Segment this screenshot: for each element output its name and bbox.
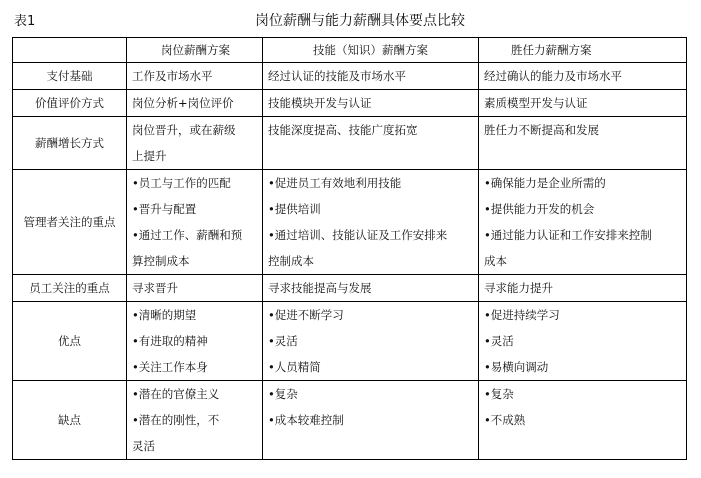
table-title: 岗位薪酬与能力薪酬具体要点比较 <box>255 13 465 29</box>
table-row <box>13 63 687 90</box>
cell-line: 岗位分析+岗位评价 <box>132 96 234 110</box>
comparison-table <box>12 37 687 460</box>
cell-line: •通过工作、薪酬和预 <box>132 228 243 242</box>
cell-line: 技能模块开发与认证 <box>268 96 372 110</box>
cell-line: •有进取的精神 <box>132 334 208 348</box>
cell-line: 工作及市场水平 <box>132 69 213 83</box>
table-row <box>13 117 687 170</box>
table-cell <box>479 90 687 117</box>
table-cell <box>127 302 263 381</box>
cell-line: 灵活 <box>132 439 155 453</box>
cell-line: •通过培训、技能认证及工作安排来 <box>268 228 448 242</box>
header-cell-skill-pay: 技能（知识）薪酬方案 <box>263 38 479 63</box>
cell-line: •潜在的刚性，不 <box>132 413 220 427</box>
cell-line: 上提升 <box>132 149 167 163</box>
cell-line: •员工与工作的匹配 <box>132 176 231 190</box>
table-row <box>13 90 687 117</box>
cell-line: •晋升与配置 <box>132 202 197 216</box>
table-cell <box>263 302 479 381</box>
row-label: 优点 <box>58 334 81 348</box>
cell-line: 经过认证的技能及市场水平 <box>268 69 406 83</box>
cell-line: •易横向调动 <box>484 360 549 374</box>
table-row <box>13 275 687 302</box>
cell-line: 寻求晋升 <box>132 281 178 295</box>
table-cell <box>263 381 479 460</box>
cell-line: •复杂 <box>268 387 298 401</box>
table-cell <box>127 90 263 117</box>
row-label-cell <box>13 275 127 302</box>
cell-line: •灵活 <box>268 334 298 348</box>
cell-line: •促进持续学习 <box>484 308 560 322</box>
row-label-cell <box>13 63 127 90</box>
row-label: 管理者关注的重点 <box>23 215 116 229</box>
table-cell <box>479 170 687 275</box>
table-cell <box>127 63 263 90</box>
header-cell-position-pay: 岗位薪酬方案 <box>127 38 263 63</box>
header-cell-competency-pay: 胜任力薪酬方案 <box>479 38 687 63</box>
cell-line: 成本 <box>484 254 507 268</box>
cell-line: •提供培训 <box>268 202 321 216</box>
table-cell <box>479 275 687 302</box>
row-label-cell <box>13 170 127 275</box>
cell-line: •复杂 <box>484 387 514 401</box>
header-cell-empty <box>13 38 127 63</box>
row-label: 价值评价方式 <box>35 96 104 110</box>
cell-line: 经过确认的能力及市场水平 <box>484 69 622 83</box>
table-body <box>13 38 687 460</box>
row-label-cell <box>13 90 127 117</box>
cell-line: •人员精简 <box>268 360 321 374</box>
cell-line: 素质模型开发与认证 <box>484 96 588 110</box>
table-label: 表1 <box>14 14 36 29</box>
row-label: 薪酬增长方式 <box>35 136 104 150</box>
table-cell <box>263 117 479 170</box>
cell-line: 算控制成本 <box>132 254 190 268</box>
cell-line: •确保能力是企业所需的 <box>484 176 606 190</box>
cell-line: •灵活 <box>484 334 514 348</box>
cell-line: •促进员工有效地利用技能 <box>268 176 402 190</box>
row-label: 缺点 <box>58 413 81 427</box>
table-cell <box>479 302 687 381</box>
table-cell <box>263 275 479 302</box>
row-label: 支付基础 <box>46 69 93 83</box>
row-label-cell <box>13 302 127 381</box>
table-cell <box>263 90 479 117</box>
table-cell <box>479 63 687 90</box>
cell-line: •通过能力认证和工作安排来控制 <box>484 228 652 242</box>
table-cell <box>263 63 479 90</box>
cell-line: •成本较难控制 <box>268 413 344 427</box>
table-cell <box>127 117 263 170</box>
table-cell <box>263 170 479 275</box>
table-cell <box>127 170 263 275</box>
row-label-cell <box>13 381 127 460</box>
row-label-cell <box>13 117 127 170</box>
table-cell <box>127 275 263 302</box>
table-row <box>13 302 687 381</box>
cell-line: 寻求能力提升 <box>484 281 553 295</box>
cell-line: •关注工作本身 <box>132 360 208 374</box>
cell-line: 寻求技能提高与发展 <box>268 281 372 295</box>
row-label: 员工关注的重点 <box>29 281 110 295</box>
table-row <box>13 170 687 275</box>
cell-line: •清晰的期望 <box>132 308 197 322</box>
cell-line: •潜在的官僚主义 <box>132 387 220 401</box>
cell-line: •提供能力开发的机会 <box>484 202 595 216</box>
table-cell <box>127 381 263 460</box>
table-cell <box>479 117 687 170</box>
header-row <box>13 38 687 63</box>
table-cell <box>479 381 687 460</box>
cell-line: 技能深度提高、技能广度拓宽 <box>268 123 418 137</box>
table-row <box>13 381 687 460</box>
cell-line: •不成熟 <box>484 413 526 427</box>
cell-line: •促进不断学习 <box>268 308 344 322</box>
cell-line: 胜任力不断提高和发展 <box>484 123 599 137</box>
cell-line: 岗位晋升，或在薪级 <box>132 123 236 137</box>
cell-line: 控制成本 <box>268 254 314 268</box>
